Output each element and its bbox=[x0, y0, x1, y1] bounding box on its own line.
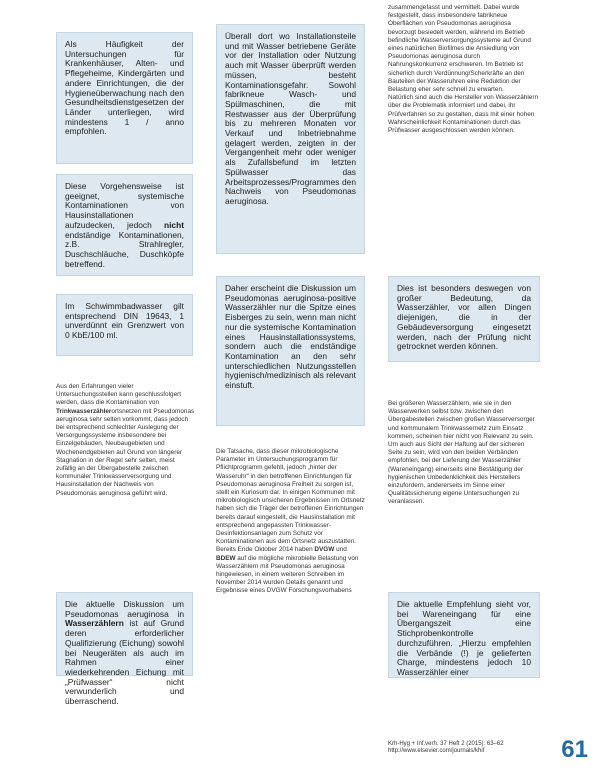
highlight-box-drying bbox=[388, 276, 540, 362]
frequency-text: Als Häufigkeit der Untersuchungen für Krankenhäuser, Alten- und Pflegeheime, Kindergärten und andere Einrichtungen, die der Hygieneüberwachung nach den Gesundheitsdienstgesetzen der Länder unterliegen, wird mindestens 1 / anno empfohlen. bbox=[65, 39, 184, 137]
highlight-box-procedure bbox=[56, 174, 193, 276]
installations-text: Überall dort wo Installationsteile und mit Wasser betriebene Geräte vor der Installation oder Nutzung auch mit Wasser überprüft werden müssen, besteht Kontaminationsgefahr. Sowohl fabrikneue Wasch- und Spülmaschinen, die mit Restwasser aus der Überprüfung bis zu mehreren Monaten vor Verkauf und Inbetriebnahme gelagert werden, zeigten in der Vergangenheit mehr oder weniger als Zufallsbefund im letzten Spülwasser das Arbeitsprozesses/Programmes den Nachweis von Pseudomonas aeruginosa. bbox=[225, 31, 356, 206]
recommendation-text: Die aktuelle Empfehlung sieht vor, bei Wareneingang für eine Übergangszeit eine Stichprobenkontrolle durchzuführen. „Hierzu empfehlen die Verbände (!) je gelieferten Charge, mindestens jedoch 10 Wasserzähler einer bbox=[397, 599, 531, 677]
column2-body-text bbox=[216, 448, 366, 596]
highlight-box-installations bbox=[216, 24, 365, 254]
journal-citation bbox=[388, 741, 538, 755]
column3-body-text-middle bbox=[388, 400, 540, 507]
column3-paragraph-4: Um auch aus Sicht der Haftung auf der sicheren Seite zu sein, wird von den beiden Verbänden empfohlen, bei der Lieferung der Wasserzähler (Wareneingang) einerseits eine Bestätigung der hygienischen Unbedenklichkeit des Herstellers einzufordern, andererseits im Sinne einer Qualitätssicherung eigene Untersuchungen zu veranlassen. bbox=[388, 441, 525, 506]
column3-paragraph-3: Bei größeren Wasserzählern, wie sie in den Wasserwerken selbst bzw. zwischen den Übergabestellen zwischen großen Wasserversorger und kommunalem Trinkwassernetz zum Einsatz kommen, scheinen hier nicht von Relevanz zu sein. bbox=[388, 400, 535, 440]
swimming-pool-text: Im Schwimmbadwasser gilt entsprechend DIN 19643, 1 unverdünnt ein Grenzwert von 0 KbE/100 ml. bbox=[65, 301, 184, 341]
highlight-box-recommendation bbox=[388, 592, 540, 678]
column1-body-text: Aus den Erfahrungen vieler Untersuchungsstellen kann geschlussfolgert werden, dass die Kontamination von Trinkwasserzählerortsnetzen mit Pseudomonas aeruginosa sehr selten vorkommt, dass jedoch bei entsprechend schlechter Auslegung der Versorgungssysteme insbesondere bei Einzelgebäuden, Neubaugebieten und Wochenendgebieten auf Grund von längerer Stagnation in der Regel sehr selten, meist zufällig an der Übergabestelle zwischen kommunaler Trinkwasserversorgung und Hausinstallation der Nachweis von Pseudomonas aeruginosa geführt wird. bbox=[56, 383, 195, 497]
page-number: 61 bbox=[561, 736, 588, 763]
iceberg-text: Daher erscheint die Diskussion um Pseudomonas aeruginosa-positive Wasserzähler nur die Spitze eines Eisberges zu sein, wenn man nicht nur die systemische Kontamination eines Hausinstallationssystems, sondern auch die endständige Kontamination an den sehr unterschiedlichen Nutzungsstellen hygienisch/medizinisch als relevant einstuft. bbox=[225, 283, 356, 391]
highlight-box-iceberg bbox=[216, 276, 365, 426]
journal-reference: Krh-Hyg + Inf.verh. 37 Heft 2 (2015): 63–62 bbox=[388, 741, 504, 747]
highlight-box-frequency bbox=[56, 32, 193, 164]
column3-body-text-top bbox=[388, 4, 540, 135]
journal-url[interactable]: http://www.elsevier.com/journals/khif bbox=[388, 748, 485, 754]
drying-text: Dies ist besonders deswegen von großer Bedeutung, da Wasserzähler, vor allen Dingen diejenigen, die in der Gebäudeversorgung eingesetzt werden, nach der Prüfung nicht getrocknet werden können. bbox=[397, 283, 531, 352]
highlight-box-water-meter-discussion bbox=[56, 592, 193, 707]
column2-paragraph-1: Die Tatsache, dass dieser mikrobiologische Parameter im Untersuchungsprogramm für Pflichtprogramm gefehlt, jedoch „hinter der Wasseruhr“ in den betroffenen Einrichtungen für Pseudomonas aeruginosa Freiheit zu sorgen ist, stellt ein Kuriosum dar. In einigen Kommunen mit mikrobiologisch unsicheren Ergebnissen im Ortsnetz haben sich die Träger der betroffenen Einrichtungen bereits darauf eingestellt, die Hausinstallation mit entsprechend angepassten Trinkwasser-Desinfektionsanlagen zum Schutz vor Kontaminationen aus dem Ortsnetz auszustatten. bbox=[216, 448, 365, 546]
column3-paragraph-2: Natürlich sind auch die Hersteller von Wasserzählern über die Problematik informiert und dabei, ihr Prüfverfahren so zu gestalten, dass mit einer hohen Wahrscheinlichkeit Kontaminationen durch das Prüfwasser ausgeschlossen werden können. bbox=[388, 94, 539, 135]
procedure-text: Diese Vorgehensweise ist geeignet, systemische Kontaminationen von Hausinstallationen aufzudecken, jedoch nicht endständige Kontaminationen, z.B. Strahlregler, Duschschläuche, Duschköpfe betreffend. bbox=[65, 181, 184, 269]
water-meter-discussion-text: Die aktuelle Diskussion um Pseudomonas aeruginosa in Wasserzählern ist auf Grund deren erforderlicher Qualifizierung (Eichung) sowohl bei Neugeräten als auch im Rahmen einer wiederkehrenden Eichung mit „Prüfwasser“ nicht verwunderlich und überraschend. bbox=[65, 599, 184, 707]
column2-paragraph-2: Bereits Ende Oktober 2014 haben DVGW und BDEW auf die mögliche mikrobielle Belastung von Wasserzählern mit Pseudomonas aeruginosa hingewiesen, in einem weiteren Schreiben im November 2014 wurden Details genannt und Ergebnisse eines DVGW Forschungsvorhabens bbox=[216, 546, 359, 595]
column3-paragraph-1: zusammengefasst und vermittelt. Dabei wurde festgestellt, dass insbesondere fabrikneue Oberflächen von Pseudomonas aeruginosa bevorzugt besiedelt werden, während im Betrieb befindliche Wasserversorgungssysteme auf Grund eines natürlichen Biofilmes die Ansiedlung von Pseudomonas aeruginosa durch Nahrungskonkurrenz erschweren. Im Betrieb ist sicherlich durch Verdünnung/Scherkräfte an den Bauteilen der Wasseruhren eine Reduktion der Belastung eher sehr schnell zu erwarten. bbox=[388, 4, 531, 94]
highlight-box-swimming-pool bbox=[56, 294, 193, 356]
